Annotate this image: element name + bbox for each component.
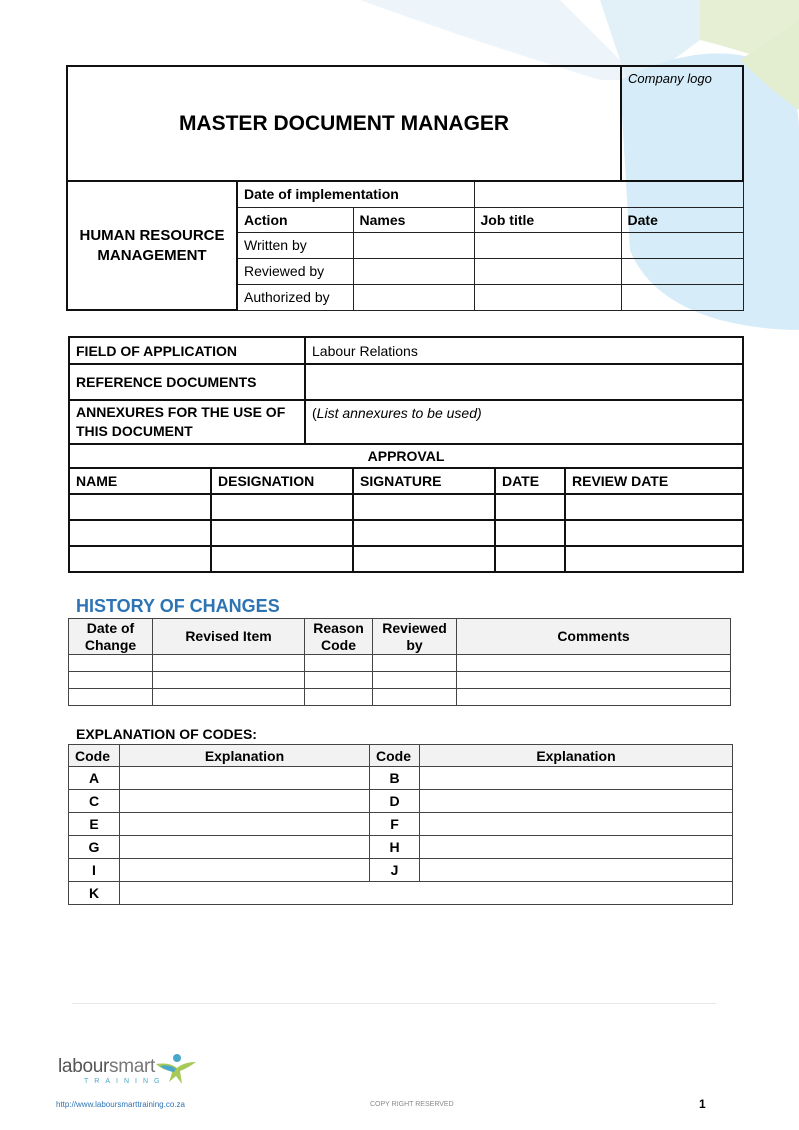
job-title-field[interactable] (474, 284, 621, 310)
job-title-field[interactable] (474, 258, 621, 284)
codes-table (68, 744, 733, 905)
approval-review-date-cell[interactable] (565, 494, 743, 520)
code-cell: K (69, 882, 120, 905)
explanation-cell[interactable] (420, 859, 733, 882)
history-cell[interactable] (69, 672, 153, 689)
date-field[interactable] (621, 284, 743, 310)
approval-name-cell[interactable] (69, 494, 211, 520)
footer-divider (72, 1003, 716, 1004)
history-col-date-of-change: Date of Change (69, 619, 153, 655)
history-cell[interactable] (457, 655, 731, 672)
annexures-label: ANNEXURES FOR THE USE OF THIS DOCUMENT (69, 400, 305, 444)
approval-col-date: DATE (495, 468, 565, 494)
names-field[interactable] (353, 284, 474, 310)
job-title-field[interactable] (474, 232, 621, 258)
approval-designation-cell[interactable] (211, 520, 353, 546)
code-cell: J (370, 859, 420, 882)
history-cell[interactable] (153, 672, 305, 689)
annexures-value[interactable] (305, 400, 743, 444)
reference-documents-label: REFERENCE DOCUMENTS (69, 364, 305, 400)
approval-row (69, 494, 743, 520)
history-cell[interactable] (457, 689, 731, 706)
code-cell: B (370, 767, 420, 790)
history-row (69, 672, 731, 689)
approval-col-signature: SIGNATURE (353, 468, 495, 494)
approval-col-designation: DESIGNATION (211, 468, 353, 494)
history-col-comments: Comments (457, 619, 731, 655)
action-label: Authorized by (237, 284, 353, 310)
approval-col-name: NAME (69, 468, 211, 494)
date-of-implementation-label: Date of implementation (237, 181, 474, 207)
action-label: Written by (237, 232, 353, 258)
approval-signature-cell[interactable] (353, 520, 495, 546)
footer-logo (58, 1057, 165, 1087)
approval-date-cell[interactable] (495, 520, 565, 546)
logo-figure-icon (152, 1052, 198, 1086)
codes-row (69, 790, 733, 813)
explanation-cell[interactable] (420, 836, 733, 859)
history-cell[interactable] (305, 655, 373, 672)
column-job-title: Job title (474, 207, 621, 232)
logo-subtext: TRAINING (84, 1078, 166, 1085)
code-cell: E (69, 813, 120, 836)
approval-row (69, 546, 743, 572)
approval-date-cell[interactable] (495, 494, 565, 520)
department-name: HUMAN RESOURCE MANAGEMENT (67, 181, 237, 310)
column-action: Action (237, 207, 353, 232)
code-cell: H (370, 836, 420, 859)
history-col-reviewed-by: Reviewed by (373, 619, 457, 655)
company-logo-placeholder: Company logo (621, 66, 743, 181)
history-cell[interactable] (373, 655, 457, 672)
approval-review-date-cell[interactable] (565, 520, 743, 546)
application-approval-table (68, 336, 744, 573)
history-cell[interactable] (69, 655, 153, 672)
explanation-cell[interactable] (420, 790, 733, 813)
date-field[interactable] (621, 258, 743, 284)
field-of-application-label: FIELD OF APPLICATION (69, 337, 305, 364)
explanation-cell[interactable] (120, 859, 370, 882)
codes-row (69, 859, 733, 882)
annexures-open-paren: ( (312, 405, 317, 421)
column-names: Names (353, 207, 474, 232)
code-cell: C (69, 790, 120, 813)
logo-text-accent: smart (109, 1056, 156, 1077)
codes-col-explanation: Explanation (120, 745, 370, 767)
logo-text-main: labour (58, 1056, 110, 1077)
approval-date-cell[interactable] (495, 546, 565, 572)
footer-copyright: COPY RIGHT RESERVED (370, 1101, 454, 1108)
field-of-application-value[interactable]: Labour Relations (305, 337, 743, 364)
explanation-of-codes-title: EXPLANATION OF CODES: (76, 726, 257, 742)
names-field[interactable] (353, 258, 474, 284)
history-cell[interactable] (153, 689, 305, 706)
codes-row (69, 836, 733, 859)
history-of-changes-title: HISTORY OF CHANGES (76, 596, 280, 616)
codes-row (69, 767, 733, 790)
history-cell[interactable] (373, 689, 457, 706)
approval-title: APPROVAL (69, 444, 743, 468)
approval-signature-cell[interactable] (353, 546, 495, 572)
code-cell: A (69, 767, 120, 790)
approval-name-cell[interactable] (69, 520, 211, 546)
history-cell[interactable] (305, 689, 373, 706)
history-cell[interactable] (373, 672, 457, 689)
approval-designation-cell[interactable] (211, 494, 353, 520)
document-header-table (66, 65, 744, 311)
approval-signature-cell[interactable] (353, 494, 495, 520)
codes-row (69, 813, 733, 836)
approval-review-date-cell[interactable] (565, 546, 743, 572)
history-cell[interactable] (69, 689, 153, 706)
history-cell[interactable] (457, 672, 731, 689)
approval-col-review-date: REVIEW DATE (565, 468, 743, 494)
history-col-reason-code: Reason Code (305, 619, 373, 655)
history-row (69, 689, 731, 706)
codes-col-code: Code (69, 745, 120, 767)
explanation-cell[interactable] (120, 790, 370, 813)
explanation-cell[interactable] (420, 813, 733, 836)
history-cell[interactable] (153, 655, 305, 672)
column-date: Date (621, 207, 743, 232)
explanation-cell[interactable] (120, 767, 370, 790)
codes-row (69, 882, 733, 905)
footer-url-link[interactable]: http://www.laboursmarttraining.co.za (56, 1100, 185, 1109)
annexures-placeholder: List annexures to be used) (316, 405, 482, 421)
approval-designation-cell[interactable] (211, 546, 353, 572)
explanation-cell[interactable] (120, 882, 733, 905)
code-cell: D (370, 790, 420, 813)
reference-documents-value[interactable] (305, 364, 743, 400)
date-of-implementation-field[interactable] (474, 181, 743, 207)
history-row (69, 655, 731, 672)
page-number: 1 (699, 1097, 706, 1111)
explanation-cell[interactable] (420, 767, 733, 790)
action-label: Reviewed by (237, 258, 353, 284)
codes-col-explanation: Explanation (420, 745, 733, 767)
code-cell: F (370, 813, 420, 836)
code-cell: I (69, 859, 120, 882)
names-field[interactable] (353, 232, 474, 258)
explanation-cell[interactable] (120, 813, 370, 836)
history-table (68, 618, 731, 706)
approval-name-cell[interactable] (69, 546, 211, 572)
history-cell[interactable] (305, 672, 373, 689)
explanation-cell[interactable] (120, 836, 370, 859)
code-cell: G (69, 836, 120, 859)
date-field[interactable] (621, 232, 743, 258)
approval-row (69, 520, 743, 546)
document-title: MASTER DOCUMENT MANAGER (67, 66, 621, 181)
history-col-revised-item: Revised Item (153, 619, 305, 655)
codes-col-code: Code (370, 745, 420, 767)
